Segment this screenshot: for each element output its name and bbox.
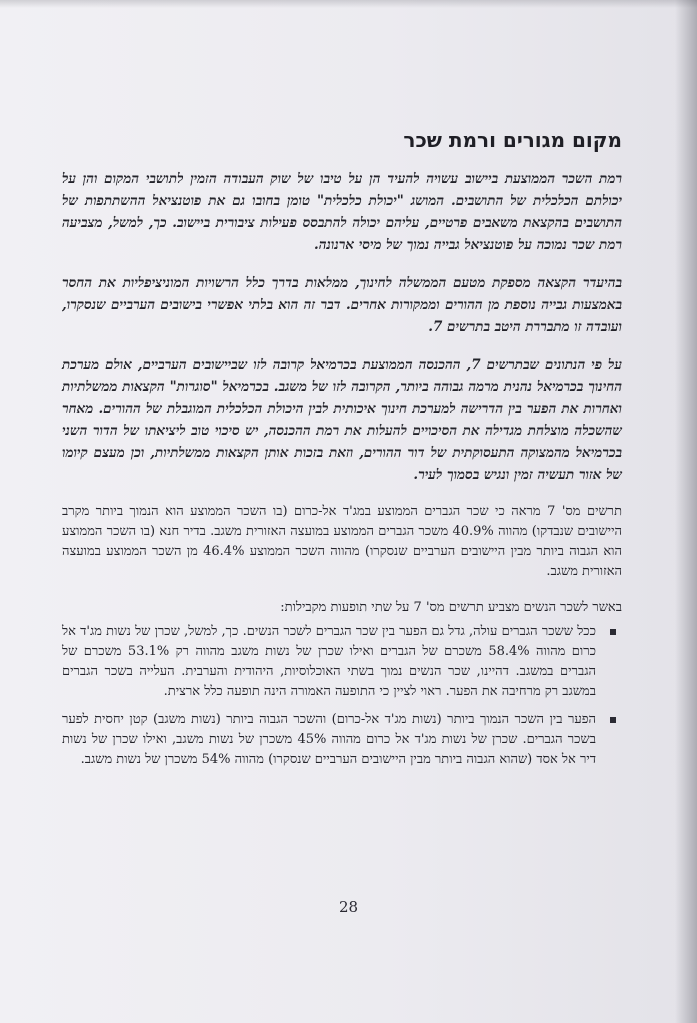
paragraph-wage-level: רמת השכר הממוצעת ביישוב עשויה להעיד הן על טיבו של שוק העבודה הזמין לתושבי המקום והן על יכולתם הכלכלית של התושבים. המושג "יכולת כלכלית" טומן בחובו גם את פוטנציאל ההשתתפות של התושבים בהקצאת משאבים פרטיים, עליהם יכולה להתבסס פעילות ציבורית ביישוב. כך, למשל, מצביעה רמת שכר נמוכה על פוטנציאל גבייה נמוך של מיסי ארנונה.	[62, 171, 622, 253]
bullet-icon	[610, 717, 616, 723]
paragraph-chart-7: תרשים מס' 7 מראה כי שכר הגברים הממוצע במג'ד אל-כרום (בו השכר הממוצע הוא הנמוך ביותר מקרב היישובים שנבדקו) מהווה 40.9% משכר הגברים הממוצע במועצה האזורית משגב. בדיר חנא (בו השכר הממוצע הוא הגבוה ביותר מבין היישובים הערביים שנסקרו) מהווה השכר הממוצע 46.4% מן השכר הממוצע במועצה האזורית משגב.	[62, 504, 622, 579]
paragraph-women-intro: באשר לשכר הנשים מצביע תרשים מס' 7 על שתי תופעות מקבילות:	[280, 600, 622, 615]
page-top-shadow	[0, 0, 697, 8]
bullet-item	[62, 622, 596, 702]
bullet-text: הפער בין השכר הנמוך ביותר (נשות מג'ד אל-כרום) והשכר הגבוה ביותר (נשות משגב) קטן יחסית לפער בשכר הגברים. שכרן של נשות מג'ד אל כרום מהווה 45% משכרן של נשות משגב, ואילו שכרן של נשות דיר אל אסד (שהוא הגבוה ביותר מבין היישובים הערביים שנסקרו) מהווה 54% משכרן של נשות משגב.	[62, 712, 596, 767]
bullet-text: ככל ששכר הגברים עולה, גדל גם הפער בין שכר הגברים לשכר הנשים. כך, למשל, שכרן של נשות מג'ד אל כרום מהווה 58.4% משכרם של הגברים ואילו שכרן של נשות משגב מהווה רק 53.1% משכרם של הגברים במשגב. דהיינו, שכר הנשים נמוך בשתי האוכלוסיות, היהודית והערבית. העלייה בשכר הגברים במשגב רק מרחיבה את הפער. ראוי לציין כי התופעה האמורה הינה תופעה כלל ארצית.	[62, 624, 596, 699]
bullet-list	[62, 622, 622, 770]
page-edge-shadow	[675, 0, 697, 1023]
paragraph-allocation: בהיעדר הקצאה מספקת מטעם הממשלה לחינוך, ממלאות בדרך כלל הרשויות המוניציפליות את החסר באמצעות גבייה נוספת מן ההורים וממקורות אחרים. דבר זה הוא בלתי אפשרי בישובים הערביים שנסקרו, ועובדה זו מתבררת היטב בתרשים 7.	[62, 275, 622, 335]
page-number: 28	[338, 898, 359, 916]
paragraph-karmiel: על פי הנתונים שבתרשים 7, ההכנסה הממוצעת בכרמיאל קרובה לזו שביישובים הערביים, אולם מערכת החינוך בכרמיאל נהנית מרמה גבוהה ביותר, הקרובה לזו של משגב. בכרמיאל "סוגרות" הקצאות ממשלתיות ואחרות את הפער בין הדרישה למערכת חינוך איכותית לבין היכולת הכלכלית המוגבלת של ההורים. מאחר שהשכלה מוצלחת מגדילה את הסיכויים להעלות את רמת ההכנסה, יש סיכוי טוב ליציאתו של הדור השני בכרמיאל מהמצוקה התעסוקתית של דור ההורים, וזאת בזכות אותן הקצאות ממשלתיות, וכן מעצם קיומו של אזור תעשיה זמין ונגיש בסמוך לעיר.	[62, 357, 622, 483]
section-heading: מקום מגורים ורמת שכר	[403, 128, 622, 152]
bullet-item	[62, 710, 596, 770]
bullet-icon	[610, 629, 616, 635]
page-content	[62, 128, 622, 778]
